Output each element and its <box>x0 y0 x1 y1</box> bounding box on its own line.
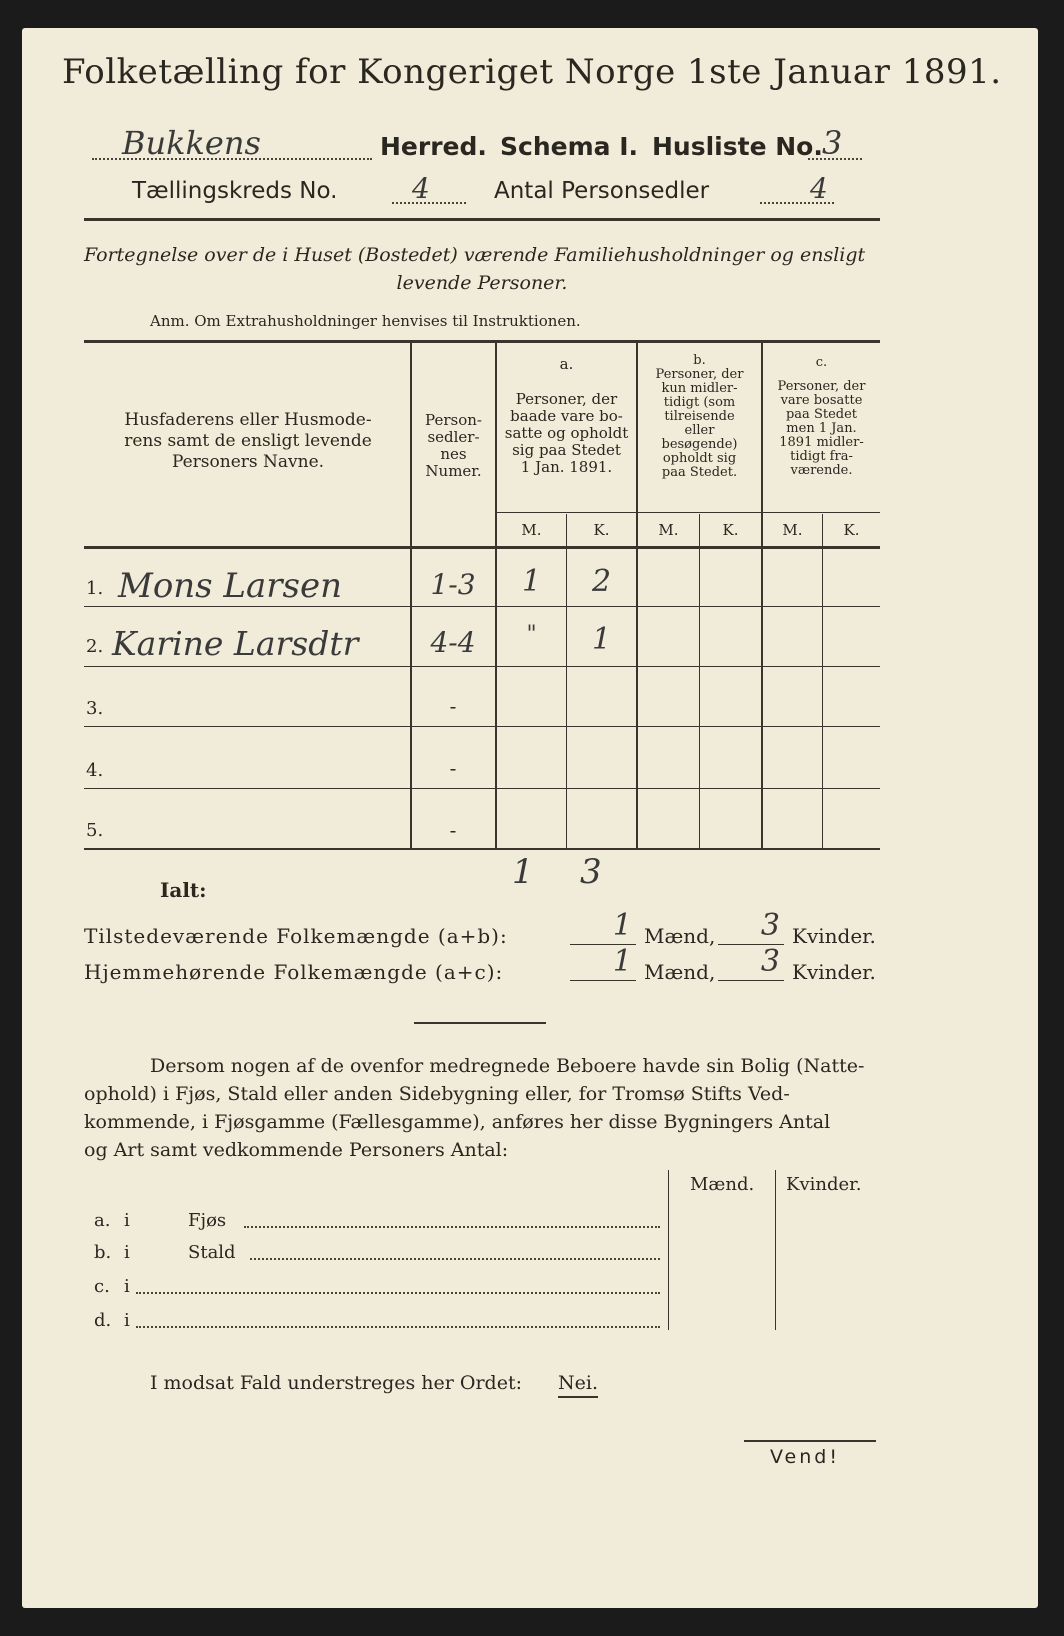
col-a-header: a. Personer, der baade vare bo- satte og opholdt sig paa Stedet 1 Jan. 1891. <box>504 355 629 476</box>
col-c-header: c. Personer, der vare bosatte paa Stedet men 1 Jan. 1891 midler- tidigt fra- værende. <box>777 355 866 478</box>
col-num-header: Person- sedler- nes Numer. <box>425 411 482 480</box>
table-row: 4. - <box>84 728 880 788</box>
building-row-d[interactable]: d. i <box>94 1306 660 1334</box>
tilst-k-field[interactable] <box>718 908 784 945</box>
husliste-value: 3 <box>822 124 843 162</box>
hjem-m-value: 1 <box>612 944 632 979</box>
hjem-k-value: 3 <box>760 944 780 979</box>
herred-value: Bukkens <box>122 124 261 162</box>
antal-field[interactable] <box>760 172 834 206</box>
cell-a-m[interactable]: " <box>526 622 537 647</box>
person-name[interactable]: Karine Larsdtr <box>112 624 359 663</box>
hjem-maend-label: Mænd, <box>644 960 716 984</box>
col-name-header: Husfaderens eller Husmode- rens samt de ensligt levende Personers Navne. <box>124 410 372 472</box>
sidebygning-paragraph: Dersom nogen af de ovenfor medregnede Beboere havde sin Bolig (Natte- ophold) i Fjøs, Stald eller anden Sidebygning eller, for Tromsø Stifts Ved- kommende, i Fjøsgamme (Fællesgamme), anføres her disse Bygningers Antal og Art samt vedkommende Personers Antal: <box>84 1055 865 1161</box>
kreds-value: 4 <box>412 172 430 205</box>
table-row: 1. Mons Larsen 1-3 1 2 <box>84 550 880 606</box>
husliste-field[interactable] <box>808 126 872 162</box>
nei-word[interactable]: Nei. <box>558 1372 598 1398</box>
kreds-label: Tællingskreds No. <box>132 178 338 204</box>
kreds-field[interactable] <box>392 172 466 206</box>
subtitle-line1: Fortegnelse over de i Huset (Bostedet) værende Familiehusholdninger og ensligt <box>84 244 866 266</box>
table-bottom-rule <box>84 848 880 850</box>
buildings-maend-header: Mænd. <box>690 1174 755 1195</box>
form-title: Folketælling for Kongeriget Norge 1ste Januar 1891. <box>62 52 1002 92</box>
antal-value: 4 <box>810 172 828 205</box>
ialt-k[interactable]: 3 <box>580 852 602 892</box>
cell-a-k[interactable]: 2 <box>591 564 612 599</box>
person-number[interactable]: - <box>449 818 457 842</box>
hjem-kvinder-label: Kvinder. <box>792 960 876 984</box>
subtitle-line2: levende Personer. <box>396 272 568 294</box>
cell-a-m[interactable]: 1 <box>521 564 542 599</box>
hjem-label: Hjemmehørende Folkemængde (a+c): <box>84 960 504 984</box>
hjem-k-field[interactable] <box>718 944 784 981</box>
person-number[interactable]: 1-3 <box>430 568 476 601</box>
person-name[interactable]: Mons Larsen <box>118 566 343 606</box>
building-row-fjos[interactable]: a. i Fjøs <box>94 1206 660 1234</box>
tilst-kvinder-label: Kvinder. <box>792 924 876 948</box>
tilst-label: Tilstedeværende Folkemængde (a+b): <box>84 924 508 948</box>
vend-text: Vend! <box>770 1446 840 1468</box>
person-number[interactable]: - <box>449 694 457 718</box>
b-m-label: M. <box>658 521 679 539</box>
person-number[interactable]: - <box>449 756 457 780</box>
tilst-m-field[interactable] <box>570 908 636 945</box>
schema-label: Schema I. <box>500 132 639 161</box>
husliste-label: Husliste No. <box>652 132 823 161</box>
a-m-label: M. <box>521 521 542 539</box>
table-row: 5. - <box>84 790 880 848</box>
modsat-text: I modsat Fald understreges her Ordet: <box>150 1372 522 1394</box>
tilst-m-value: 1 <box>612 908 632 943</box>
tilst-k-value: 3 <box>760 908 780 943</box>
person-number[interactable]: 4-4 <box>430 626 476 659</box>
building-row-stald[interactable]: b. i Stald <box>94 1238 660 1266</box>
a-k-label: K. <box>593 521 610 539</box>
herred-field[interactable] <box>92 124 372 162</box>
herred-label: Herred. <box>380 132 487 161</box>
antal-label: Antal Personsedler <box>494 178 710 204</box>
buildings-kvinder-header: Kvinder. <box>786 1174 862 1195</box>
header-rule <box>84 218 880 221</box>
c-k-label: K. <box>843 521 860 539</box>
anm-note: Anm. Om Extrahusholdninger henvises til Instruktionen. <box>150 312 581 330</box>
cell-a-k[interactable]: 1 <box>591 622 612 657</box>
table-row: 3. - <box>84 668 880 726</box>
tilst-maend-label: Mænd, <box>644 924 716 948</box>
hjem-m-field[interactable] <box>570 944 636 981</box>
c-m-label: M. <box>782 521 803 539</box>
section-divider <box>414 1022 546 1024</box>
b-k-label: K. <box>722 521 739 539</box>
building-row-c[interactable]: c. i <box>94 1272 660 1300</box>
ialt-m[interactable]: 1 <box>512 852 534 892</box>
col-b-header: b. Personer, der kun midler- tidigt (som tilreisende eller besøgende) opholdt sig paa Stedet. <box>655 353 744 480</box>
table-row: 2. Karine Larsdtr 4-4 " 1 <box>84 608 880 666</box>
ialt-label: Ialt: <box>160 878 207 902</box>
